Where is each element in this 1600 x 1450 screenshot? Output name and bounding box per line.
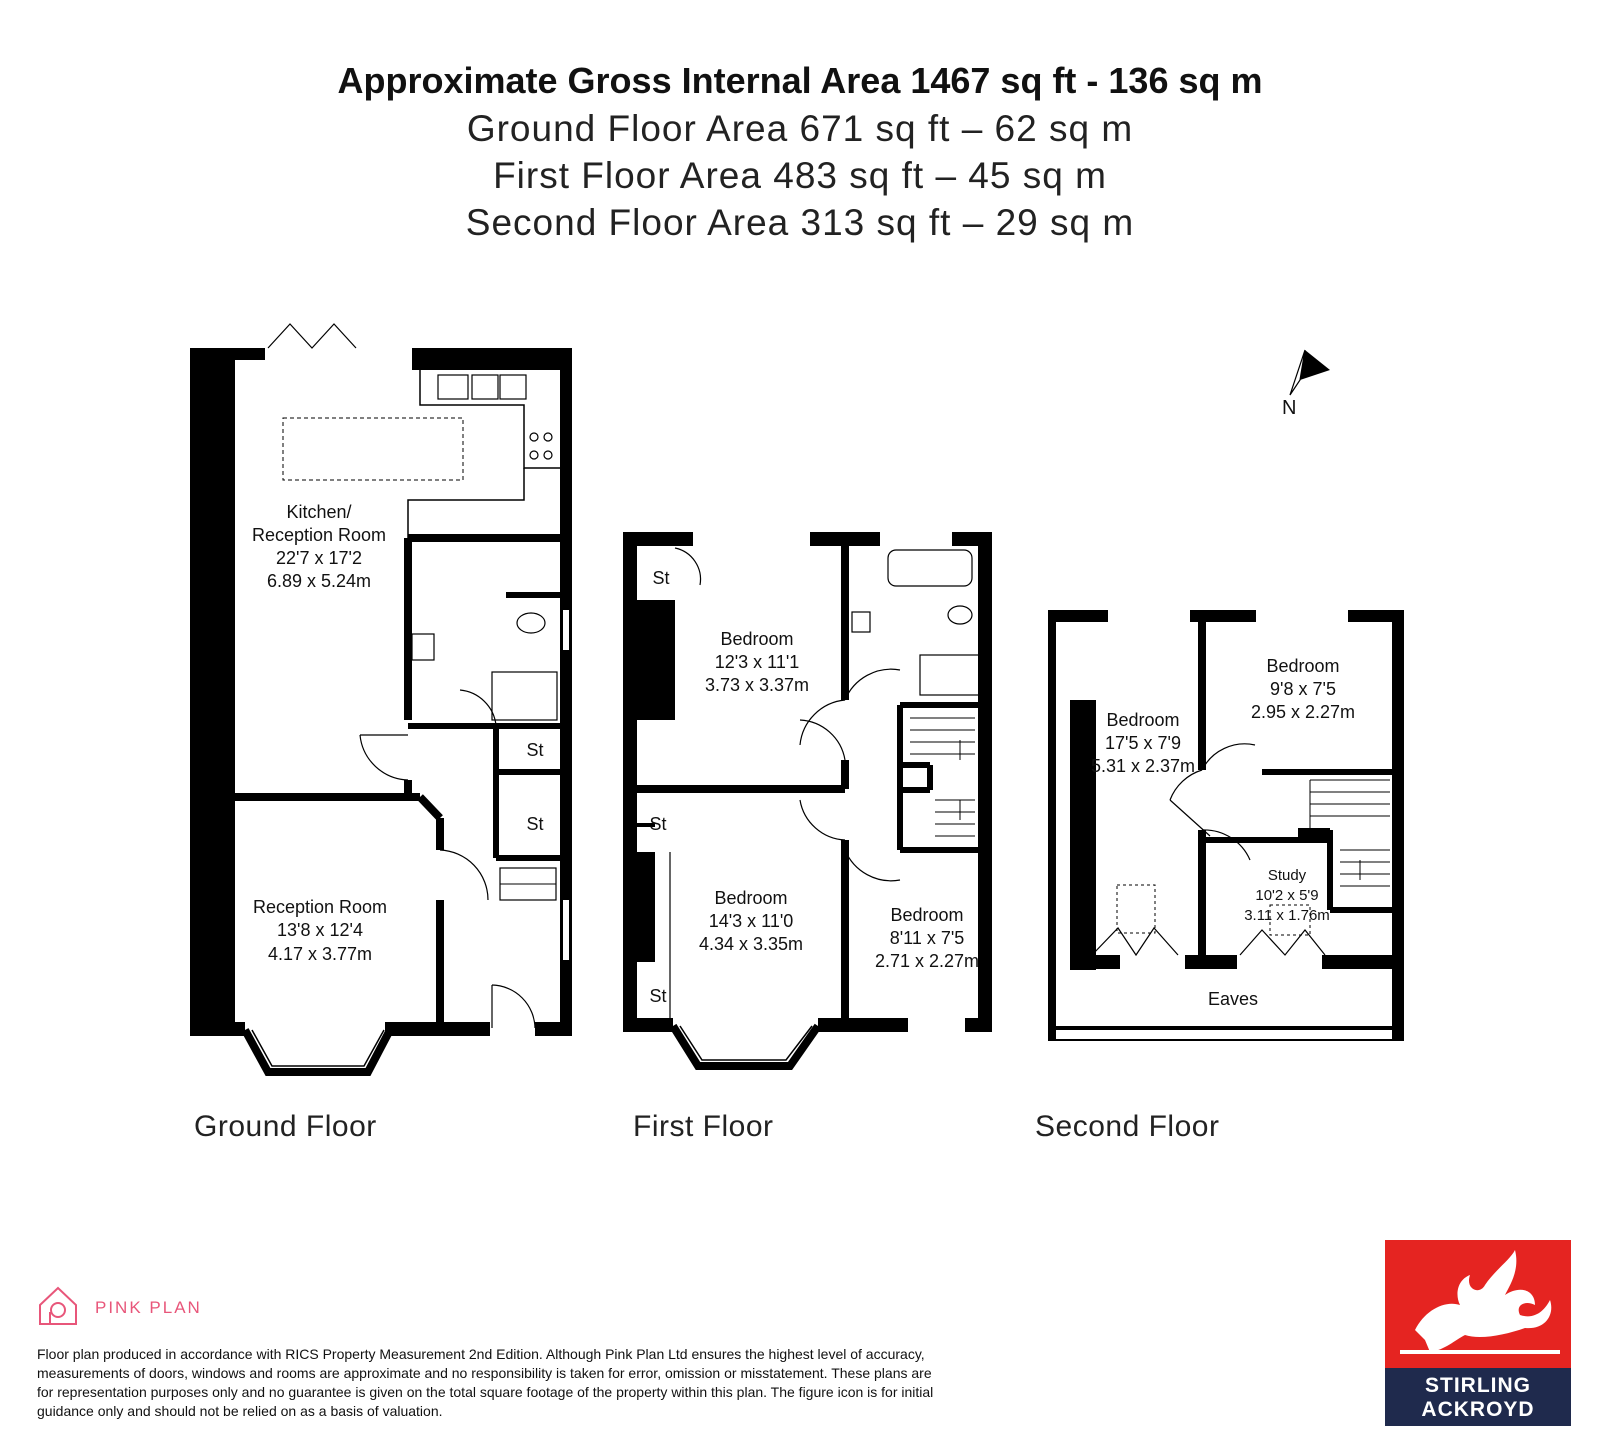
- second-floor-plan: [1048, 610, 1404, 1040]
- ff-store-2: St: [649, 814, 667, 834]
- agent-name-line-2: ACKROYD: [1421, 1398, 1535, 1421]
- ff-bedroom-1-name: Bedroom: [720, 629, 794, 649]
- first-floor-plan: [623, 532, 992, 1066]
- ff-bedroom-3-metric: 2.71 x 2.27m: [874, 951, 980, 971]
- kitchen-metric: 6.89 x 5.24m: [266, 571, 372, 591]
- ff-store-3: St: [649, 986, 667, 1006]
- pink-plan-logo-icon: [40, 1288, 76, 1324]
- ff-bedroom-1-imperial: 12'3 x 11'1: [714, 652, 800, 672]
- reception-name: Reception Room: [252, 897, 388, 917]
- area-title: Approximate Gross Internal Area 1467 sq ft - 136 sq m: [337, 60, 1263, 101]
- sf-bedroom-2-name: Bedroom: [1266, 656, 1340, 676]
- kitchen-name-2: Reception Room: [251, 525, 387, 545]
- ff-bedroom-3-imperial: 8'11 x 7'5: [889, 928, 965, 948]
- study-name: Study: [1267, 867, 1307, 884]
- study-imperial: 10'2 x 5'9: [1255, 887, 1319, 904]
- sf-bedroom-1-imperial: 17'5 x 7'9: [1105, 733, 1181, 753]
- sf-bedroom-2-imperial: 9'8 x 7'5: [1270, 679, 1336, 699]
- first-floor-area: First Floor Area 483 sq ft – 45 sq m: [493, 155, 1107, 196]
- eaves-label: Eaves: [1207, 989, 1259, 1009]
- ff-store-1: St: [652, 568, 670, 588]
- kitchen-name-1: Kitchen/: [286, 502, 352, 522]
- first-floor-label: First Floor: [633, 1110, 774, 1143]
- ground-store-1: St: [526, 740, 544, 760]
- agent-name-line-1: STIRLING: [1425, 1374, 1531, 1397]
- disclaimer-text: Floor plan produced in accordance with RICS Property Measurement 2nd Edition. Although Pink Plan Ltd ensures the highest level of accuracy, measurements of doors, windows and rooms are approximate and no responsibility is taken for error, omission or misstatement. These plans are for representation purposes only and no guarantee is given on the total square footage of the property within this plan. The figure icon is for initial guidance only and should not be relied on as a basis of valuation.: [37, 1346, 934, 1419]
- reception-metric: 4.17 x 3.77m: [267, 944, 373, 964]
- kitchen-imperial: 22'7 x 17'2: [276, 548, 362, 568]
- ground-floor-area: Ground Floor Area 671 sq ft – 62 sq m: [466, 108, 1134, 149]
- second-floor-label: Second Floor: [1035, 1110, 1220, 1143]
- pink-plan-wordmark: PINK PLAN: [95, 1298, 202, 1317]
- ff-bedroom-2-imperial: 14'3 x 11'0: [708, 911, 794, 931]
- ground-floor-label: Ground Floor: [194, 1110, 377, 1143]
- ff-bedroom-2-name: Bedroom: [714, 888, 788, 908]
- sf-bedroom-1-metric: 5.31 x 2.37m: [1090, 756, 1196, 776]
- ground-store-2: St: [526, 814, 544, 834]
- reception-imperial: 13'8 x 12'4: [277, 920, 363, 940]
- ff-bedroom-2-metric: 4.34 x 3.35m: [698, 934, 804, 954]
- ff-bedroom-1-metric: 3.73 x 3.37m: [704, 675, 810, 695]
- ground-floor-plan: [190, 324, 572, 1072]
- sf-bedroom-2-metric: 2.95 x 2.27m: [1250, 702, 1356, 722]
- north-label: N: [1282, 397, 1297, 419]
- north-arrow-icon: [1282, 350, 1330, 419]
- study-metric: 3.11 x 1.76m: [1244, 907, 1330, 924]
- griffin-icon: [1385, 1240, 1571, 1368]
- second-floor-area: Second Floor Area 313 sq ft – 29 sq m: [465, 202, 1135, 243]
- sf-bedroom-1-name: Bedroom: [1106, 710, 1180, 730]
- stirling-ackroyd-logo: [1385, 1240, 1571, 1426]
- ff-bedroom-3-name: Bedroom: [890, 905, 964, 925]
